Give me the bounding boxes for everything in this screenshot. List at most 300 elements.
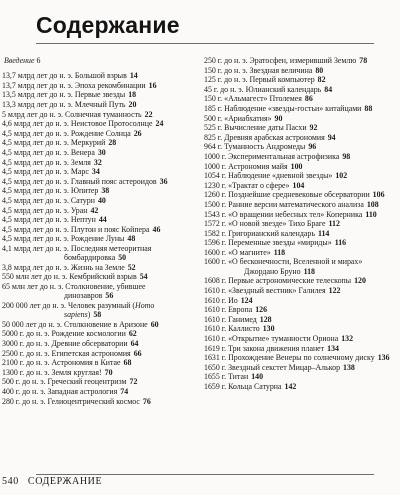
footer-divider (36, 474, 374, 475)
toc-entry-line (2, 225, 188, 234)
toc-entry[interactable] (204, 171, 394, 180)
toc-entry-line (204, 142, 394, 151)
toc-entry-date: 4,6 млрд лет до н. э. (2, 119, 69, 129)
toc-entry-title: Юлианский календарь (245, 84, 322, 94)
toc-entry-title: Египетская астрономия (51, 348, 131, 358)
toc-entry-title: Астрономия майя (228, 161, 288, 171)
toc-entry-title: Земля круглая! (51, 367, 102, 377)
toc-entry-page: 60 (150, 319, 159, 329)
footer-page-number: 540 (2, 476, 19, 487)
toc-entry-title: Жизнь на Земле (70, 262, 125, 272)
toc-entry-date: 1582 г. (204, 228, 227, 238)
toc-entry-title: Греческий геоцентризм (47, 377, 127, 387)
page-footer (2, 476, 102, 487)
toc-entry-line (2, 320, 188, 329)
toc-entry-line (204, 152, 394, 161)
toc-entry-line (204, 181, 394, 190)
toc-entry-page: 22 (144, 109, 153, 119)
toc-entry-title: Каллисто (228, 324, 260, 334)
toc-entry[interactable] (204, 162, 394, 171)
toc-entry-line (204, 229, 394, 238)
toc-entry-title: Юпитер (70, 186, 99, 196)
toc-entry-line (2, 186, 188, 195)
toc-entry-line (2, 244, 188, 263)
toc-entry-page: 140 (251, 372, 264, 382)
toc-entry-title: «Ариабхатия» (224, 113, 272, 123)
toc-entry-page: 112 (328, 219, 340, 229)
toc-entry-line (2, 81, 188, 90)
toc-entry[interactable] (204, 315, 394, 324)
toc-entry-title: Позднейшие средневековые обсерватории (228, 190, 370, 200)
toc-entry[interactable] (204, 286, 394, 295)
toc-entry-page: 34 (91, 167, 100, 177)
toc-entry-line (2, 215, 188, 224)
toc-entry-date: 3,8 млрд лет до н. э. (2, 262, 69, 272)
toc-entry-date: 4,1 млрд лет до н. э. (2, 243, 69, 253)
toc-entry-page: 88 (364, 103, 373, 113)
toc-entry-line (204, 219, 394, 228)
toc-entry-title: «О новой звезде» Тихо Браге (228, 219, 326, 229)
toc-entry[interactable] (204, 56, 394, 65)
toc-entry-date: 4,5 млрд лет до н. э. (2, 205, 69, 215)
toc-entry-line (204, 114, 394, 123)
toc-list-right (204, 56, 394, 391)
toc-entry[interactable] (2, 186, 188, 195)
toc-entry-line (204, 248, 394, 257)
toc-entry[interactable] (2, 71, 188, 80)
toc-entry-page: 20 (128, 100, 137, 110)
toc-entry-title: Первые астрономические телескопы (228, 276, 352, 286)
toc-entry-title: Человек разумный (Homo sapiens) (64, 300, 155, 320)
toc-entry[interactable] (2, 349, 188, 358)
toc-entry[interactable] (204, 257, 394, 276)
toc-entry[interactable] (204, 114, 394, 123)
toc-entry-page: 62 (128, 329, 137, 339)
toc-entry-line (2, 100, 188, 109)
toc-entry-page: 104 (292, 180, 305, 190)
toc-entry-date: 550 млн лет до н. э. (2, 272, 68, 282)
toc-entry-page: 122 (328, 285, 341, 295)
toc-entry-date: 4,5 млрд лет до н. э. (2, 196, 69, 206)
toc-entry-title: Рождение космологии (51, 329, 126, 339)
toc-entry-date: 1572 г. (204, 219, 227, 229)
toc-entry-line (2, 138, 188, 147)
toc-entry-page: 40 (97, 196, 106, 206)
toc-entry-date: 500 г. до н. э. (2, 377, 46, 387)
toc-entry-title: Большой взрыв (74, 71, 127, 81)
toc-entry-date: 3000 г. до н. э. (2, 339, 50, 349)
toc-entry-title: «О бесконечности, Вселенной и мирах» Джордано Бруно (228, 257, 363, 276)
toc-entry-page: 38 (101, 186, 110, 196)
toc-entry-title: Рождение Луны (70, 234, 125, 244)
toc-entry-date: 500 г. (204, 113, 223, 123)
toc-entry-page: 120 (354, 276, 366, 286)
toc-entry-date: 4,5 млрд лет до н. э. (2, 215, 69, 225)
intro-page: 6 (36, 56, 41, 65)
toc-entry-page: 36 (159, 176, 168, 186)
toc-entry-line (204, 334, 394, 343)
toc-entry-line (204, 85, 394, 94)
toc-entry[interactable] (204, 123, 394, 132)
toc-entry-line (204, 296, 394, 305)
toc-entry-title: Звездная величина (249, 65, 313, 75)
toc-entry-line (204, 75, 394, 84)
toc-entry-title: Уран (70, 205, 88, 215)
toc-entry[interactable] (2, 110, 188, 119)
toc-entry-title: Эратосфен, измеривший Землю (249, 56, 357, 65)
toc-entry-title: Наблюдение «дневной звезды» (228, 171, 333, 181)
toc-entry[interactable] (204, 152, 394, 161)
toc-entry-line (204, 123, 394, 132)
toc-entry-page: 82 (317, 75, 326, 85)
toc-entry[interactable] (2, 244, 188, 263)
toc-entry-title: Григорианский календарь (228, 228, 315, 238)
toc-entry-line (2, 119, 188, 128)
toc-entry-page: 30 (97, 148, 106, 158)
toc-entry-date: 250 г. до н. э. (204, 56, 248, 65)
toc-entry[interactable] (204, 94, 394, 103)
toc-entry-title: Неистовое Протосолнце (70, 119, 153, 129)
toc-entry-title: Вычисление даты Пасхи (224, 123, 307, 133)
toc-entry-page: 24 (155, 119, 164, 129)
toc-entry[interactable] (2, 329, 188, 338)
toc-entry-page: 58 (93, 310, 102, 320)
toc-entry-title: Древние обсерватории (51, 339, 128, 349)
toc-entry-date: 1610 г. (204, 285, 227, 295)
toc-entry[interactable] (204, 324, 394, 333)
toc-entry-title: Сатурн (70, 196, 95, 206)
toc-entry-title: Туманность Андромеды (224, 142, 306, 152)
toc-entry-line (2, 167, 188, 176)
toc-entry[interactable] (204, 85, 394, 94)
toc-entry-date: 1608 г. (204, 276, 227, 286)
toc-entry[interactable] (2, 272, 188, 281)
toc-entry[interactable] (2, 358, 188, 367)
toc-entry[interactable] (204, 382, 394, 391)
toc-entry-date: 825 г. (204, 132, 223, 142)
toc-entry[interactable] (2, 148, 188, 157)
toc-entry[interactable] (2, 263, 188, 272)
toc-entry-line (2, 110, 188, 119)
toc-entry-page: 142 (284, 381, 297, 391)
footer-label: СОДЕРЖАНИЕ (27, 476, 103, 487)
toc-entry-page: 108 (366, 199, 379, 209)
toc-entry-date: 1610 г. (204, 295, 227, 305)
toc-entry-date: 4,5 млрд лет до н. э. (2, 157, 69, 167)
toc-entry-title: «Альмагест» Птолемея (224, 94, 302, 104)
toc-entry[interactable] (2, 158, 188, 167)
toc-entry-date: 4,5 млрд лет до н. э. (2, 138, 69, 148)
toc-entry-page: 76 (142, 396, 151, 406)
toc-entry-page: 48 (127, 234, 136, 244)
toc-entry-title: Наблюдение «звезды-гостьи» китайцами (224, 103, 362, 113)
toc-entry-date: 1655 г. (204, 372, 227, 382)
toc-entry[interactable] (204, 104, 394, 113)
toc-entry-date: 4,5 млрд лет до н. э. (2, 234, 69, 244)
toc-entry-date: 1300 г. до н. э. (2, 367, 50, 377)
toc-entry-date: 525 г. (204, 123, 223, 133)
toc-entry-date: 13,7 млрд лет до н. э. (2, 80, 73, 90)
toc-entry-date: 4,5 млрд лет до н. э. (2, 148, 69, 158)
toc-entry-date: 13,5 млрд лет до н. э. (2, 90, 73, 100)
toc-entry-title: Экспериментальная астрофизика (228, 151, 340, 161)
toc-entry-title: Венера (70, 148, 95, 158)
toc-entry[interactable] (2, 215, 188, 224)
toc-entry[interactable] (204, 219, 394, 228)
toc-entry-page: 138 (343, 362, 355, 372)
toc-intro[interactable] (4, 56, 188, 65)
toc-entry-date: 13,7 млрд лет до н. э. (2, 71, 73, 81)
toc-entry[interactable] (2, 320, 188, 329)
toc-entry-date: 185 г. (204, 103, 223, 113)
toc-entry-date: 1619 г. (204, 343, 227, 353)
toc-entry-page: 72 (129, 377, 138, 387)
toc-entry-line (204, 94, 394, 103)
toc-entry-title: Переменные звезды «мириды» (228, 238, 332, 248)
toc-entry[interactable] (2, 225, 188, 234)
toc-entry[interactable] (2, 196, 188, 205)
toc-entry-title: Эпоха рекомбинации (74, 80, 146, 90)
toc-column-right (204, 56, 394, 391)
toc-entry-title: Прохождение Венеры по солнечному диску (228, 353, 375, 363)
toc-entry-page: 18 (128, 90, 137, 100)
toc-entry-line (2, 339, 188, 348)
toc-entry-title: Астрономия в Китае (51, 358, 121, 368)
toc-entry[interactable] (2, 301, 188, 320)
toc-entry[interactable] (2, 138, 188, 147)
toc-entry-page: 32 (93, 157, 102, 167)
toc-entry-title: Меркурий (70, 138, 106, 148)
toc-entry[interactable] (2, 167, 188, 176)
toc-entry[interactable] (204, 353, 394, 362)
toc-entry-page: 66 (133, 348, 142, 358)
toc-entry-line (2, 263, 188, 272)
toc-entry-line (2, 177, 188, 186)
toc-entry-date: 1543 г. (204, 209, 227, 219)
toc-entry-line (204, 353, 394, 362)
toc-entry[interactable] (2, 81, 188, 90)
page-title: Содержание (36, 12, 180, 38)
toc-entry[interactable] (204, 334, 394, 343)
toc-entry-page: 14 (129, 71, 138, 81)
toc-entry-date: 1500 г. (204, 199, 227, 209)
toc-entry-line (204, 162, 394, 171)
toc-entry-page: 42 (90, 205, 99, 215)
toc-entry[interactable] (2, 368, 188, 377)
toc-entry-date: 65 млн лет до н. э. (2, 282, 64, 292)
toc-entry-page: 68 (123, 358, 132, 368)
toc-entry-date: 1000 г. (204, 161, 227, 171)
toc-entry-page: 116 (334, 238, 347, 248)
toc-entry-title: Первый компьютер (249, 75, 315, 85)
toc-entry-line (2, 206, 188, 215)
toc-entry[interactable] (204, 133, 394, 142)
toc-entry[interactable] (204, 276, 394, 285)
toc-entry-page: 134 (327, 343, 339, 353)
toc-entry[interactable] (2, 129, 188, 138)
toc-entry[interactable] (204, 142, 394, 151)
toc-entry-line (2, 71, 188, 80)
toc-entry-line (2, 272, 188, 281)
toc-entry-line (2, 329, 188, 338)
toc-entry-date: 4,5 млрд лет до н. э. (2, 167, 69, 177)
toc-entry-page: 74 (120, 387, 129, 396)
toc-entry-page: 56 (105, 291, 114, 301)
toc-entry-date: 45 г. до н. э. (204, 84, 244, 94)
toc-entry-title: Земля (70, 157, 91, 167)
toc-entry-title: Рождение Солнца (70, 128, 131, 138)
toc-entry-date: 1054 г. (204, 171, 227, 181)
toc-entry[interactable] (2, 397, 188, 406)
toc-entry-title: Главный пояс астероидов (70, 176, 157, 186)
toc-entry-page: 90 (274, 113, 283, 123)
toc-entry[interactable] (204, 200, 394, 209)
toc-entry-date: 1230 г. (204, 180, 227, 190)
toc-entry-date: 1610 г. (204, 314, 227, 324)
toc-entry-date: 280 г. до н. э. (2, 396, 46, 406)
toc-entry[interactable] (204, 75, 394, 84)
toc-entry[interactable] (204, 210, 394, 219)
toc-entry-page: 46 (152, 224, 161, 234)
toc-entry-date: 1000 г. (204, 151, 227, 161)
toc-entry-line (2, 148, 188, 157)
toc-entry-line (2, 349, 188, 358)
toc-entry[interactable] (2, 234, 188, 243)
toc-entry-page: 100 (290, 161, 303, 171)
toc-entry-page: 106 (372, 190, 385, 200)
toc-entry-line (204, 324, 394, 333)
toc-entry-line (2, 368, 188, 377)
toc-entry[interactable] (204, 238, 394, 247)
toc-entry-line (2, 90, 188, 99)
toc-entry-date: 2500 г. до н. э. (2, 348, 50, 358)
toc-entry-line (204, 286, 394, 295)
toc-entry-date: 1600 г. (204, 247, 227, 257)
toc-entry-line (204, 257, 394, 276)
toc-entry-page: 78 (359, 56, 368, 65)
toc-entry-page: 126 (255, 305, 268, 315)
toc-entry[interactable] (204, 344, 394, 353)
toc-entry-line (204, 66, 394, 75)
toc-entry-line (204, 305, 394, 314)
toc-entry[interactable] (204, 296, 394, 305)
toc-entry-date: 150 г. (204, 94, 223, 104)
toc-entry-title: Первые звезды (74, 90, 126, 100)
toc-entry-date: 4,5 млрд лет до н. э. (2, 176, 69, 186)
toc-entry-page: 64 (130, 339, 139, 349)
toc-entry-title: Ио (228, 295, 238, 305)
toc-entry[interactable] (204, 305, 394, 314)
toc-entry-line (2, 234, 188, 243)
toc-entry-date: 1650 г. (204, 362, 227, 372)
toc-entry-line (204, 315, 394, 324)
toc-entry-title: Кембрийский взрыв (69, 272, 137, 282)
toc-entry-date: 5 млрд лет до н. э. (2, 109, 63, 119)
toc-entry-date: 1260 г. (204, 190, 227, 200)
toc-entry-date: 125 г. до н. э. (204, 75, 248, 85)
toc-entry-page: 84 (324, 84, 333, 94)
toc-entry-title: «О вращении небесных тел» Коперника (228, 209, 363, 219)
toc-entry-line (204, 133, 394, 142)
toc-entry-date: 1610 г. (204, 324, 227, 334)
toc-entry-date: 50 000 лет до н. э. (2, 319, 62, 329)
toc-entry-page: 26 (133, 128, 142, 138)
toc-entry-line (204, 238, 394, 247)
toc-entry-title: Марс (70, 167, 89, 177)
toc-entry-date: 4,5 млрд лет до н. э. (2, 128, 69, 138)
toc-entry-date: 1610 г. (204, 333, 227, 343)
toc-entry-title: Ганимед (228, 314, 257, 324)
toc-entry[interactable] (2, 177, 188, 186)
toc-entry-line (204, 56, 394, 65)
toc-entry-page: 130 (262, 324, 275, 334)
toc-entry-title: Последняя метеоритная бомбардировка (64, 243, 152, 263)
toc-entry-line (204, 200, 394, 209)
toc-entry[interactable] (204, 248, 394, 257)
toc-entry-date: 400 г. до н. э. (2, 387, 46, 396)
toc-entry-page: 98 (342, 151, 351, 161)
toc-entry-line (204, 171, 394, 180)
toc-entry-page: 92 (309, 123, 318, 133)
toc-entry-title: Млечный Путь (74, 100, 126, 110)
toc-entry-title: Кольца Сатурна (228, 381, 282, 391)
toc-entry-title: Гелиоцентрический космос (47, 396, 140, 406)
toc-entry[interactable] (204, 372, 394, 381)
toc-list-left (2, 71, 188, 406)
toc-entry-date: 200 000 лет до н. э. (2, 300, 66, 310)
toc-entry-line (2, 196, 188, 205)
toc-entry-date: 150 г. до н. э. (204, 65, 248, 75)
toc-entry-title: Столкновение, убившее динозавров (64, 282, 146, 301)
toc-entry[interactable] (2, 90, 188, 99)
toc-entry-line (204, 210, 394, 219)
toc-entry-page: 124 (240, 295, 253, 305)
toc-entry-line (2, 358, 188, 367)
toc-entry[interactable] (204, 229, 394, 238)
toc-entry[interactable] (2, 377, 188, 386)
toc-entry-title: «Трактат о сфере» (228, 180, 290, 190)
toc-entry-date: 13,3 млрд лет до н. э. (2, 100, 73, 110)
toc-entry[interactable] (2, 282, 188, 301)
toc-entry[interactable] (204, 181, 394, 190)
toc-entry-page: 136 (377, 353, 390, 363)
toc-entry-line (204, 190, 394, 199)
toc-entry[interactable] (2, 387, 188, 396)
toc-entry-line (204, 276, 394, 285)
toc-entry-page: 16 (148, 80, 157, 90)
toc-entry-title: Ранние версии математического анализа (228, 199, 364, 209)
toc-entry-page: 114 (317, 228, 330, 238)
toc-entry-date: 1659 г. (204, 381, 227, 391)
toc-entry[interactable] (2, 100, 188, 109)
toc-entry[interactable] (204, 363, 394, 372)
toc-entry[interactable] (2, 339, 188, 348)
toc-entry-title: Нептун (70, 215, 96, 225)
toc-entry[interactable] (2, 206, 188, 215)
toc-entry-page: 132 (341, 333, 354, 343)
toc-entry[interactable] (204, 190, 394, 199)
toc-entry-page: 70 (104, 367, 113, 377)
intro-label: Введение (4, 56, 35, 65)
toc-entry-page: 118 (303, 266, 315, 276)
toc-entry-line (204, 104, 394, 113)
toc-entry-date: 1631 г. (204, 353, 227, 363)
toc-entry[interactable] (204, 66, 394, 75)
toc-entry-page: 86 (304, 94, 313, 104)
toc-entry-page: 54 (139, 272, 148, 282)
toc-entry[interactable] (2, 119, 188, 128)
toc-entry-page: 102 (335, 171, 348, 181)
